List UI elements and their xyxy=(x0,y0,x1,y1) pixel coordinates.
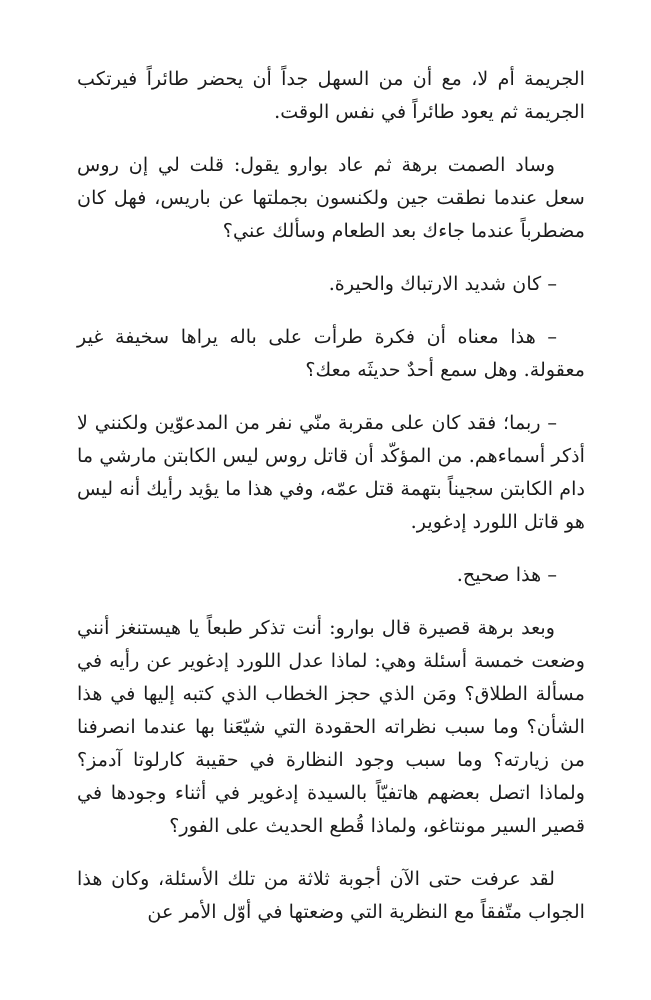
paragraph: وبعد برهة قصيرة قال بوارو: أنت تذكر طبعاً يا هيستنغز أنني وضعت خمسة أسئلة وهي: لماذا عدل اللورد إدغوير عن رأيه في مسألة الطلاق؟ ومَن الذي حجز الخطاب الذي كتبه إليها في هذا الشأن؟ وما سبب نظراته الحقودة التي شيّعَنا بها عندما انصرفنا من زيارته؟ وما سبب وجود النظارة في حقيبة كارلوتا آدمز؟ ولماذا اتصل بعضهم هاتفيّاً بالسيدة إدغوير في أثناء وجودها في قصير السير مونتاغو، ولماذا قُطع الحديث على الفور؟ xyxy=(77,616,585,837)
dialogue-line: – هذا صحيح. xyxy=(456,563,557,586)
dialogue-line: – كان شديد الارتباك والحيرة. xyxy=(328,272,557,295)
dialogue-line: – ربما؛ فقد كان على مقربة منّي نفر من المدعوّين ولكنني لا أذكر أسماءهم. من المؤكّد أن قاتل روس ليس الكابتن مارشي ما دام الكابتن سجيناً بتهمة قتل عمّه، وفي هذا ما يؤيد رأيك أنه ليس هو قاتل اللورد إدغوير. xyxy=(77,411,585,533)
paragraph: الجريمة أم لا، مع أن من السهل جداً أن يحضر طائراً فيرتكب الجريمة ثم يعود طائراً في نفس الوقت. xyxy=(77,67,585,123)
dialogue-line: – هذا معناه أن فكرة طرأت على باله يراها سخيفة غير معقولة. وهل سمع أحدٌ حديثَه معك؟ xyxy=(77,325,585,381)
book-page xyxy=(77,62,585,948)
paragraph: وساد الصمت برهة ثم عاد بوارو يقول: قلت لي إن روس سعل عندما نطقت جين ولكنسون بجملتها عن باريس، فهل كان مضطرباً عندما جاءك بعد الطعام وسألك عني؟ xyxy=(77,153,585,242)
paragraph: لقد عرفت حتى الآن أجوبة ثلاثة من تلك الأسئلة، وكان هذا الجواب متّفقاً مع النظرية التي وضعتها في أوّل الأمر عن xyxy=(77,867,585,923)
